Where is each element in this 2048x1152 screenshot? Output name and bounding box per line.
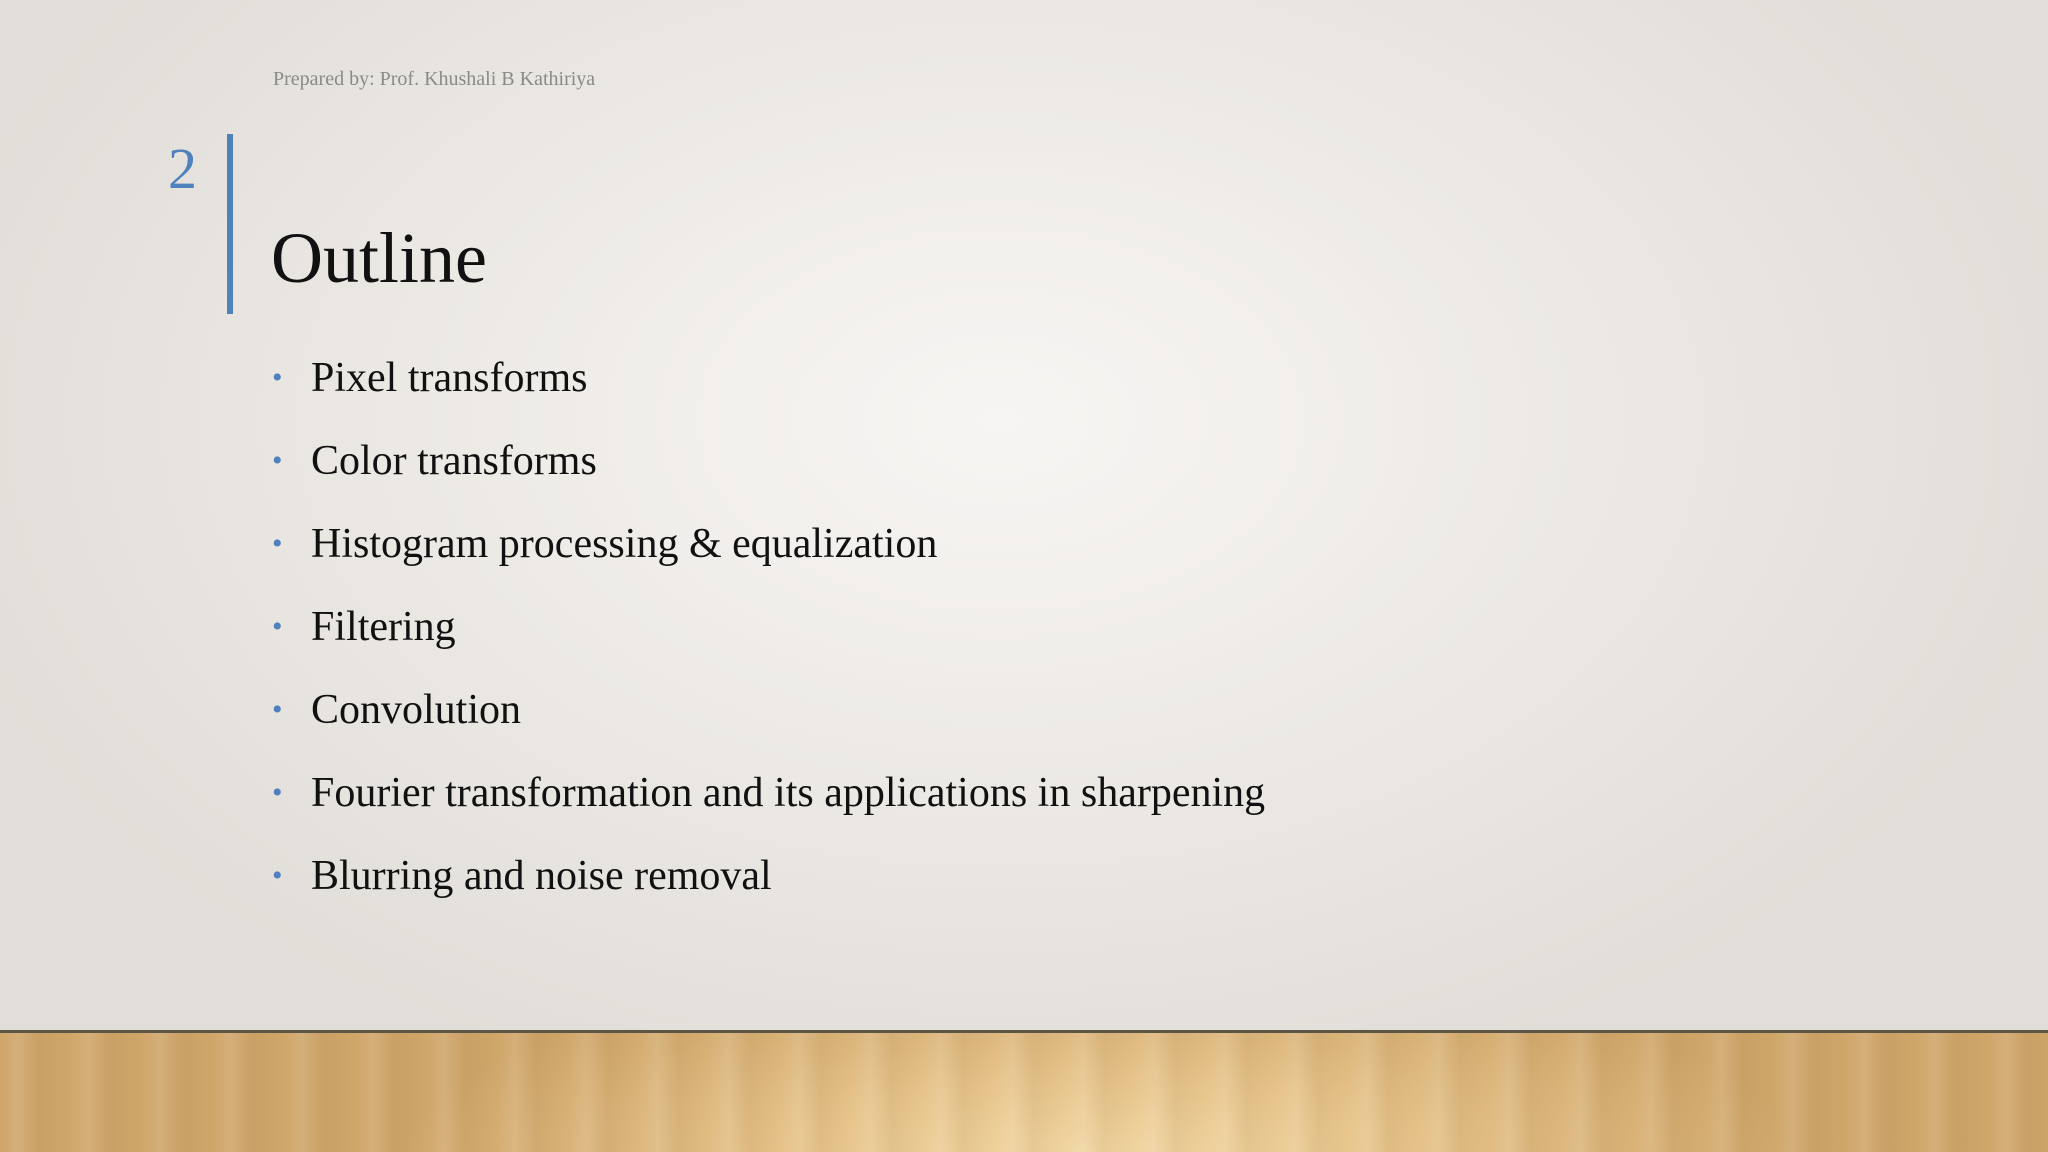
- slide-number: 2: [168, 136, 197, 201]
- bullet-item: [272, 682, 1265, 765]
- bullet-item: [272, 765, 1265, 848]
- bullet-icon: •: [272, 610, 283, 643]
- title-accent-bar: [227, 134, 233, 314]
- bullet-icon: •: [272, 776, 283, 809]
- bullet-text: Fourier transformation and its applications in sharpening: [311, 770, 1266, 816]
- bullet-item: [272, 433, 1265, 516]
- bullet-icon: •: [272, 693, 283, 726]
- bullet-item: [272, 516, 1265, 599]
- bullet-text: Histogram processing & equalization: [311, 521, 938, 567]
- bullet-icon: •: [272, 361, 283, 394]
- bullet-text: Convolution: [311, 687, 522, 733]
- bullet-item: [272, 599, 1265, 682]
- bullet-text: Blurring and noise removal: [311, 853, 772, 899]
- bullet-item: [272, 350, 1265, 433]
- bullet-item: [272, 848, 1265, 931]
- bullet-text: Color transforms: [311, 438, 597, 484]
- bullet-icon: •: [272, 444, 283, 477]
- bullet-icon: •: [272, 859, 283, 892]
- bullet-icon: •: [272, 527, 283, 560]
- wood-floor-background: [0, 1030, 2048, 1152]
- bullet-list: [272, 350, 1265, 931]
- slide-footer: Prepared by: Prof. Khushali B Kathiriya: [273, 68, 596, 90]
- slide-title: Outline: [271, 218, 487, 298]
- bullet-text: Filtering: [311, 604, 456, 650]
- bullet-text: Pixel transforms: [311, 355, 588, 401]
